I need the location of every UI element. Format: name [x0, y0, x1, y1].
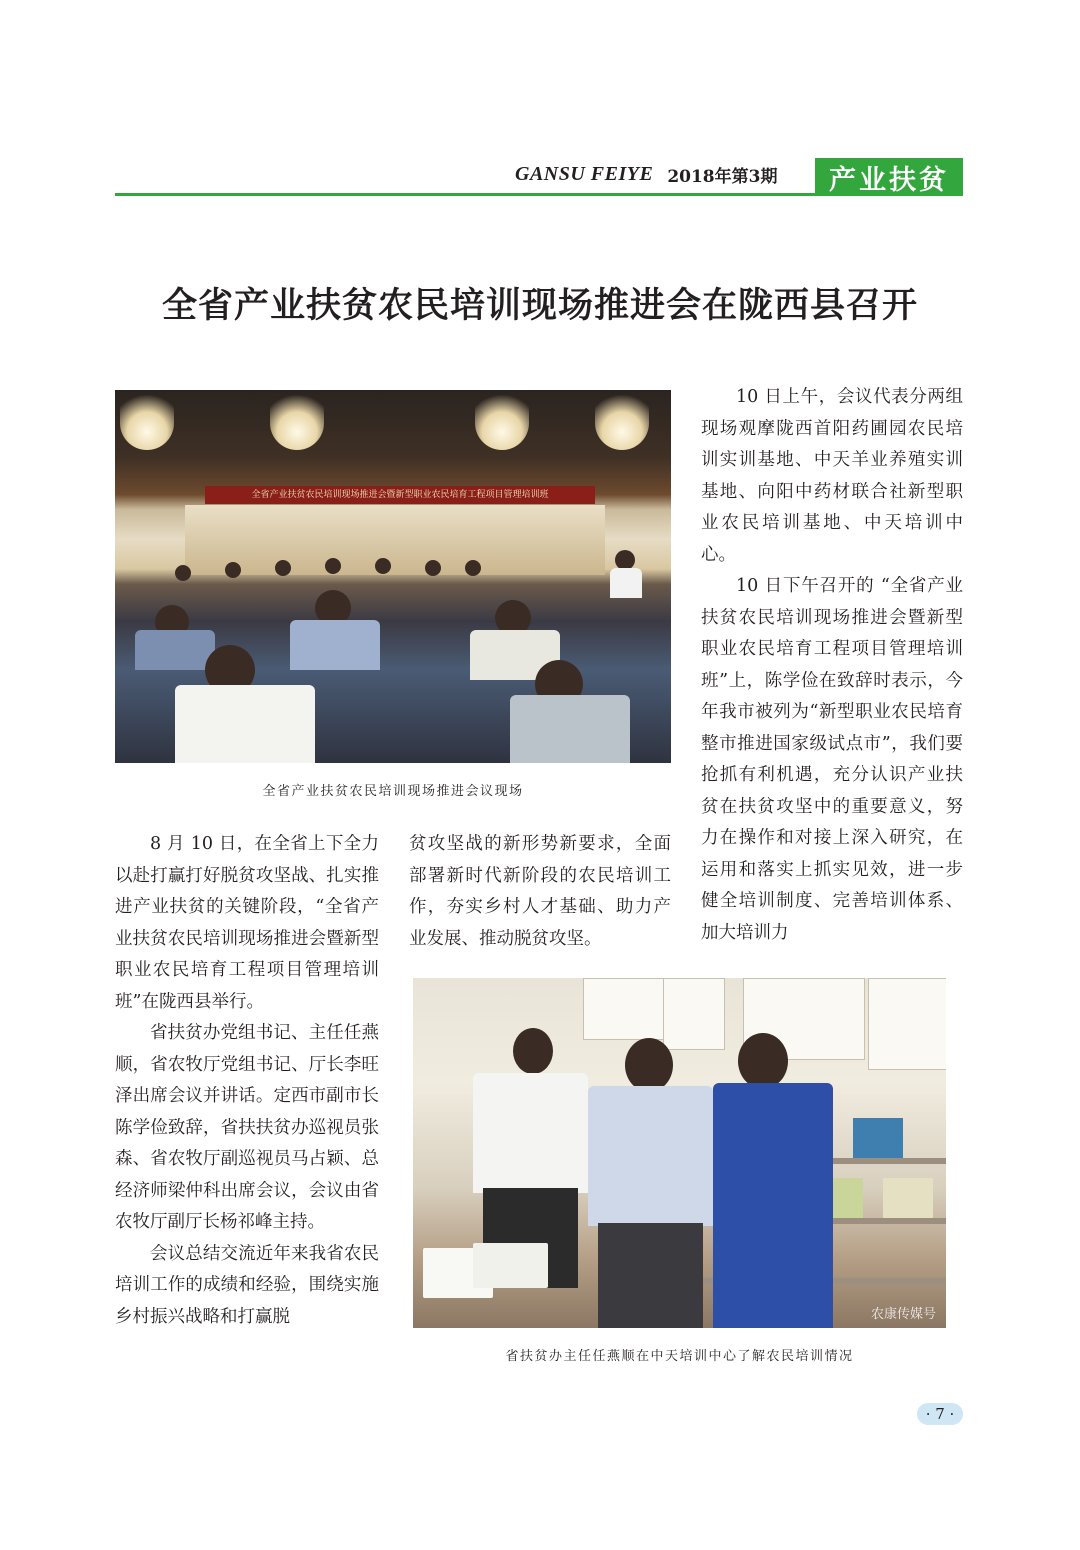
- photo-caption: 省扶贫办主任任燕顺在中天培训中心了解农民培训情况: [505, 1349, 854, 1364]
- document-stack-graphic: [473, 1243, 548, 1288]
- chandelier-graphic: [595, 390, 649, 450]
- paragraph: 贫攻坚战的新形势新要求，全面部署新时代新阶段的农民培训工作，夯实乡村人才基础、助力产业发展、推动脱贫攻坚。: [409, 834, 671, 949]
- conference-photo: [115, 390, 671, 763]
- attendee-graphic: [290, 620, 380, 670]
- attendee-graphic: [225, 562, 241, 578]
- page-number: · 7 ·: [917, 1403, 963, 1425]
- stage-banner-text: 全省产业扶贫农民培训现场推进会暨新型职业农民培育工程项目管理培训班: [251, 490, 549, 500]
- journal-brand: GANSU FEIYE: [515, 162, 654, 185]
- attendee-graphic: [425, 560, 441, 576]
- running-header: [515, 160, 777, 188]
- text-column-3: [701, 382, 963, 949]
- photo-caption: 全省产业扶贫农民培训现场推进会议现场: [262, 784, 524, 799]
- paragraph: 8 月 10 日，在全省上下全力以赴打赢打好脱贫攻坚战、扎实推进产业扶贫的关键阶段，“全省产业扶贫农民培训现场推进会暨新型职业农民培育工程项目管理培训班”在陇西县举行。: [115, 834, 379, 1012]
- person-graphic: [473, 1073, 588, 1193]
- person-graphic: [598, 1223, 703, 1328]
- book-graphic: [853, 1118, 903, 1158]
- chandelier-graphic: [475, 390, 529, 450]
- attendee-graphic: [325, 558, 341, 574]
- watermark-label: 农康传媒号: [870, 1307, 936, 1322]
- attendee-graphic: [175, 685, 315, 763]
- paragraph: 省扶贫办党组书记、主任任燕顺，省农牧厅党组书记、厅长李旺泽出席会议并讲话。定西市副市长陈学俭致辞，省扶扶贫办巡视员张森、省农牧厅副巡视员马占颖、总经济师梁仲科出席会议，会议由省农牧厅副厅长杨祁峰主持。: [115, 1023, 379, 1232]
- chandelier-graphic: [120, 390, 174, 450]
- attendee-graphic: [275, 560, 291, 576]
- wall-poster-graphic: [868, 978, 946, 1070]
- person-graphic: [625, 1038, 673, 1092]
- text-column-2: [409, 829, 671, 955]
- training-center-photo: [413, 978, 946, 1328]
- attendee-graphic: [375, 558, 391, 574]
- article-title: 全省产业扶贫农民培训现场推进会在陇西县召开: [161, 285, 918, 326]
- paragraph: 10 日下午召开的 “全省产业扶贫农民培训现场推进会暨新型职业农民培育工程项目管理培训班”上，陈学俭在致辞时表示，今年我市被列为“新型职业农民培育整市推进国家级试点市”，我们要抢抓有利机遇，充分认识产业扶贫在扶贫攻坚中的重要意义，努力在操作和对接上深入研究，在运用和落实上抓实见效，进一步健全培训制度、完善培训体系、加大培训力: [701, 576, 963, 943]
- speaker-graphic: [615, 550, 635, 570]
- attendee-graphic: [510, 695, 630, 763]
- header-rule: [115, 193, 815, 196]
- stage-backdrop: [185, 505, 605, 575]
- attendee-graphic: [175, 565, 191, 581]
- chandelier-graphic: [270, 390, 324, 450]
- person-graphic: [513, 1028, 553, 1074]
- paragraph: 10 日上午，会议代表分两组现场观摩陇西首阳药圃园农民培训实训基地、中天羊业养殖实训基地、向阳中药材联合社新型职业农民培训基地、中天培训中心。: [701, 387, 963, 565]
- book-graphic: [883, 1178, 933, 1218]
- person-graphic: [713, 1083, 833, 1328]
- speaker-graphic: [610, 568, 642, 598]
- attendee-graphic: [465, 560, 481, 576]
- text-column-1: [115, 829, 379, 1333]
- person-graphic: [738, 1033, 788, 1089]
- attendee-graphic: [135, 630, 215, 670]
- person-graphic: [588, 1086, 713, 1226]
- paragraph: 会议总结交流近年来我省农民培训工作的成绩和经验，围绕实施乡村振兴战略和打赢脱: [115, 1243, 379, 1327]
- wall-poster-graphic: [663, 978, 725, 1050]
- section-tag: 产业扶贫: [815, 158, 963, 196]
- stage-banner: [205, 486, 595, 504]
- issue-number: 2018年第3期: [667, 166, 778, 187]
